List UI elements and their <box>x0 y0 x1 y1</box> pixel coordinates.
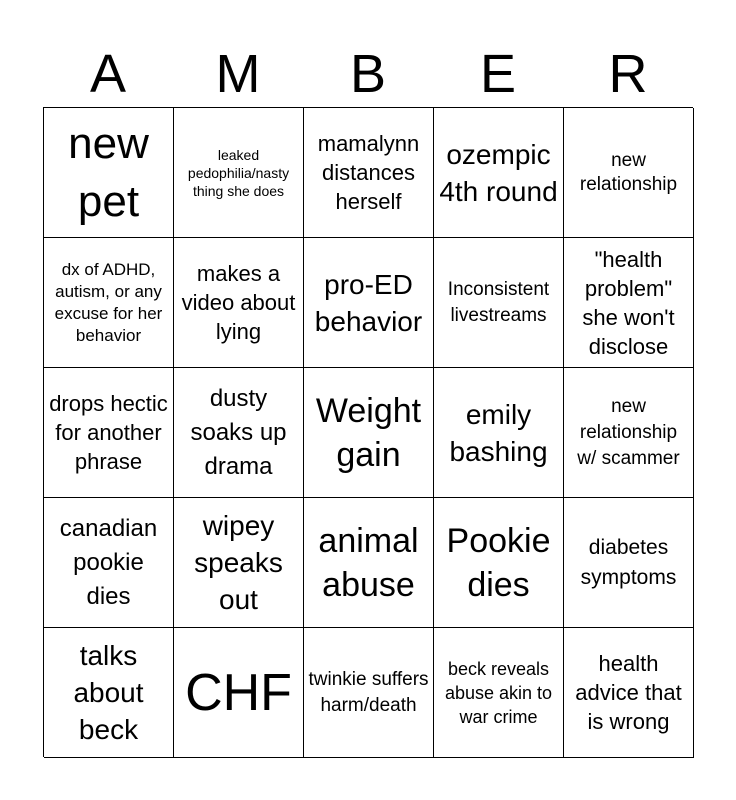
bingo-cell[interactable] <box>304 368 434 498</box>
header-letter-r: R <box>608 44 648 104</box>
bingo-cell-text: wipey speaks out <box>194 510 283 615</box>
bingo-cell-text: new pet <box>68 118 149 226</box>
bingo-cell[interactable] <box>434 368 564 498</box>
bingo-cell[interactable] <box>44 628 174 758</box>
bingo-cell[interactable] <box>564 238 694 368</box>
header-letter-b: B <box>349 44 387 104</box>
bingo-cell-text: diabetes symptoms <box>580 535 677 589</box>
bingo-cell-text: animal abuse <box>318 521 419 604</box>
bingo-cell-text: new relationship <box>579 149 678 195</box>
bingo-cell[interactable] <box>174 368 304 498</box>
bingo-cell-text: Inconsistent livestreams <box>447 278 550 326</box>
bingo-cell-text: Pookie dies <box>446 521 551 604</box>
bingo-cell[interactable] <box>44 108 174 238</box>
bingo-cell-text: emily bashing <box>449 398 548 467</box>
bingo-cell-text: talks about beck <box>73 640 144 745</box>
bingo-cell[interactable] <box>174 238 304 368</box>
bingo-cell-text: canadian pookie dies <box>59 514 158 610</box>
bingo-cell[interactable] <box>304 238 434 368</box>
bingo-cell-text: CHF <box>185 663 292 722</box>
bingo-cell-text: beck reveals abuse akin to war crime <box>444 658 553 727</box>
bingo-cell-text: ozempic 4th round <box>439 138 558 207</box>
bingo-board <box>43 107 693 757</box>
bingo-cell-text: mamalynn distances herself <box>317 131 420 214</box>
bingo-cell[interactable] <box>44 368 174 498</box>
bingo-cell-text: pro-ED behavior <box>314 268 423 337</box>
bingo-cell-text: "health problem" she won't disclose <box>582 246 675 359</box>
bingo-cell[interactable] <box>304 628 434 758</box>
bingo-cell-text: makes a video about lying <box>181 261 296 344</box>
bingo-cell[interactable] <box>434 108 564 238</box>
bingo-cell[interactable] <box>44 238 174 368</box>
bingo-cell[interactable] <box>304 108 434 238</box>
bingo-cell-text: twinkie suffers harm/death <box>308 668 429 716</box>
bingo-cell[interactable] <box>434 628 564 758</box>
header-letter-e: E <box>479 44 517 104</box>
bingo-cell[interactable] <box>174 498 304 628</box>
bingo-cell[interactable] <box>564 498 694 628</box>
bingo-cell[interactable] <box>564 108 694 238</box>
bingo-cell[interactable] <box>174 628 304 758</box>
bingo-cell[interactable] <box>434 238 564 368</box>
bingo-cell[interactable] <box>174 108 304 238</box>
bingo-header <box>43 40 693 108</box>
bingo-cell-text: new relationship w/ scammer <box>577 395 680 469</box>
bingo-cell[interactable] <box>564 368 694 498</box>
bingo-cell-text: dusty soaks up drama <box>190 384 287 480</box>
bingo-cell[interactable] <box>564 628 694 758</box>
header-letter-m: M <box>215 44 261 104</box>
header-letter-a: A <box>89 44 127 104</box>
bingo-cell-text: leaked pedophilia/nasty thing she does <box>187 146 290 199</box>
bingo-cell[interactable] <box>44 498 174 628</box>
bingo-cell-text: Weight gain <box>315 391 422 474</box>
bingo-cell[interactable] <box>304 498 434 628</box>
bingo-cell-text: dx of ADHD, autism, or any excuse for her behavior <box>54 259 163 345</box>
bingo-cell-text: health advice that is wrong <box>575 651 682 734</box>
bingo-cell-text: drops hectic for another phrase <box>49 391 168 474</box>
bingo-cell[interactable] <box>434 498 564 628</box>
